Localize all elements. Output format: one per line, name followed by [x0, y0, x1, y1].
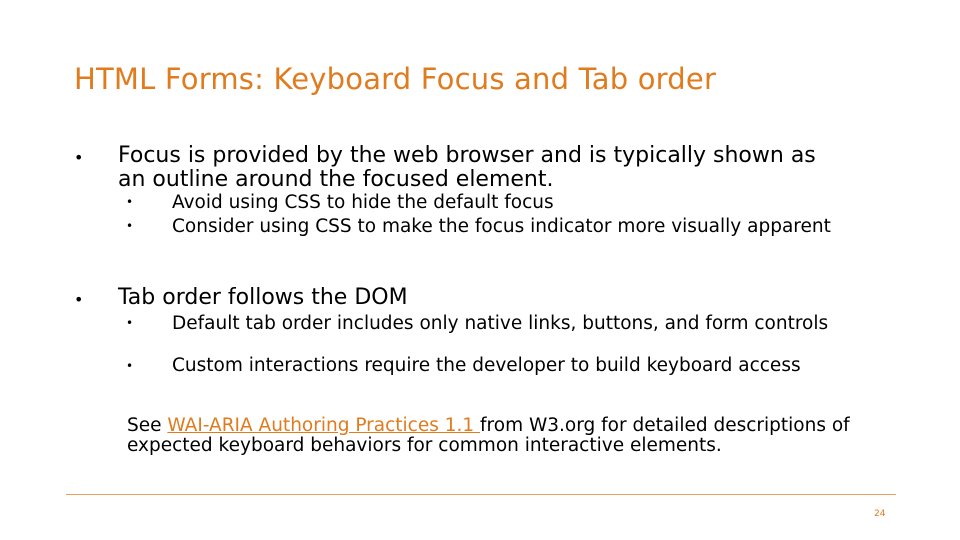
footer-divider [66, 494, 896, 495]
sub-bullet-text: Consider using CSS to make the focus indicator more visually apparent [172, 216, 831, 237]
wai-aria-link[interactable]: WAI-ARIA Authoring Practices 1.1 [167, 415, 481, 436]
page-number: 24 [874, 509, 886, 519]
slide-title: HTML Forms: Keyboard Focus and Tab order [74, 62, 717, 96]
bullet-marker: • [74, 148, 84, 167]
sub-bullet-text: Custom interactions require the developer to build keyboard access [172, 355, 801, 376]
sub-bullet-text: Default tab order includes only native links, buttons, and form controls [172, 313, 829, 334]
sub-bullet-marker: • [126, 195, 134, 209]
sub-bullet-marker: • [126, 359, 134, 373]
reference-note [127, 416, 897, 456]
bullet-text: Focus is provided by the web browser and is typically shown as an outline around the focused element. [118, 143, 816, 192]
sub-bullet-text: Avoid using CSS to hide the default focus [172, 192, 554, 213]
bullet-marker: • [74, 290, 84, 309]
bullet-text: Tab order follows the DOM [118, 285, 408, 310]
note-suffix: from W3.org for detailed descriptions of expected keyboard behaviors for common interactive elements. [127, 415, 850, 456]
sub-bullet-marker: • [126, 316, 134, 330]
note-prefix: See [127, 415, 168, 436]
sub-bullet-marker: • [126, 219, 134, 233]
